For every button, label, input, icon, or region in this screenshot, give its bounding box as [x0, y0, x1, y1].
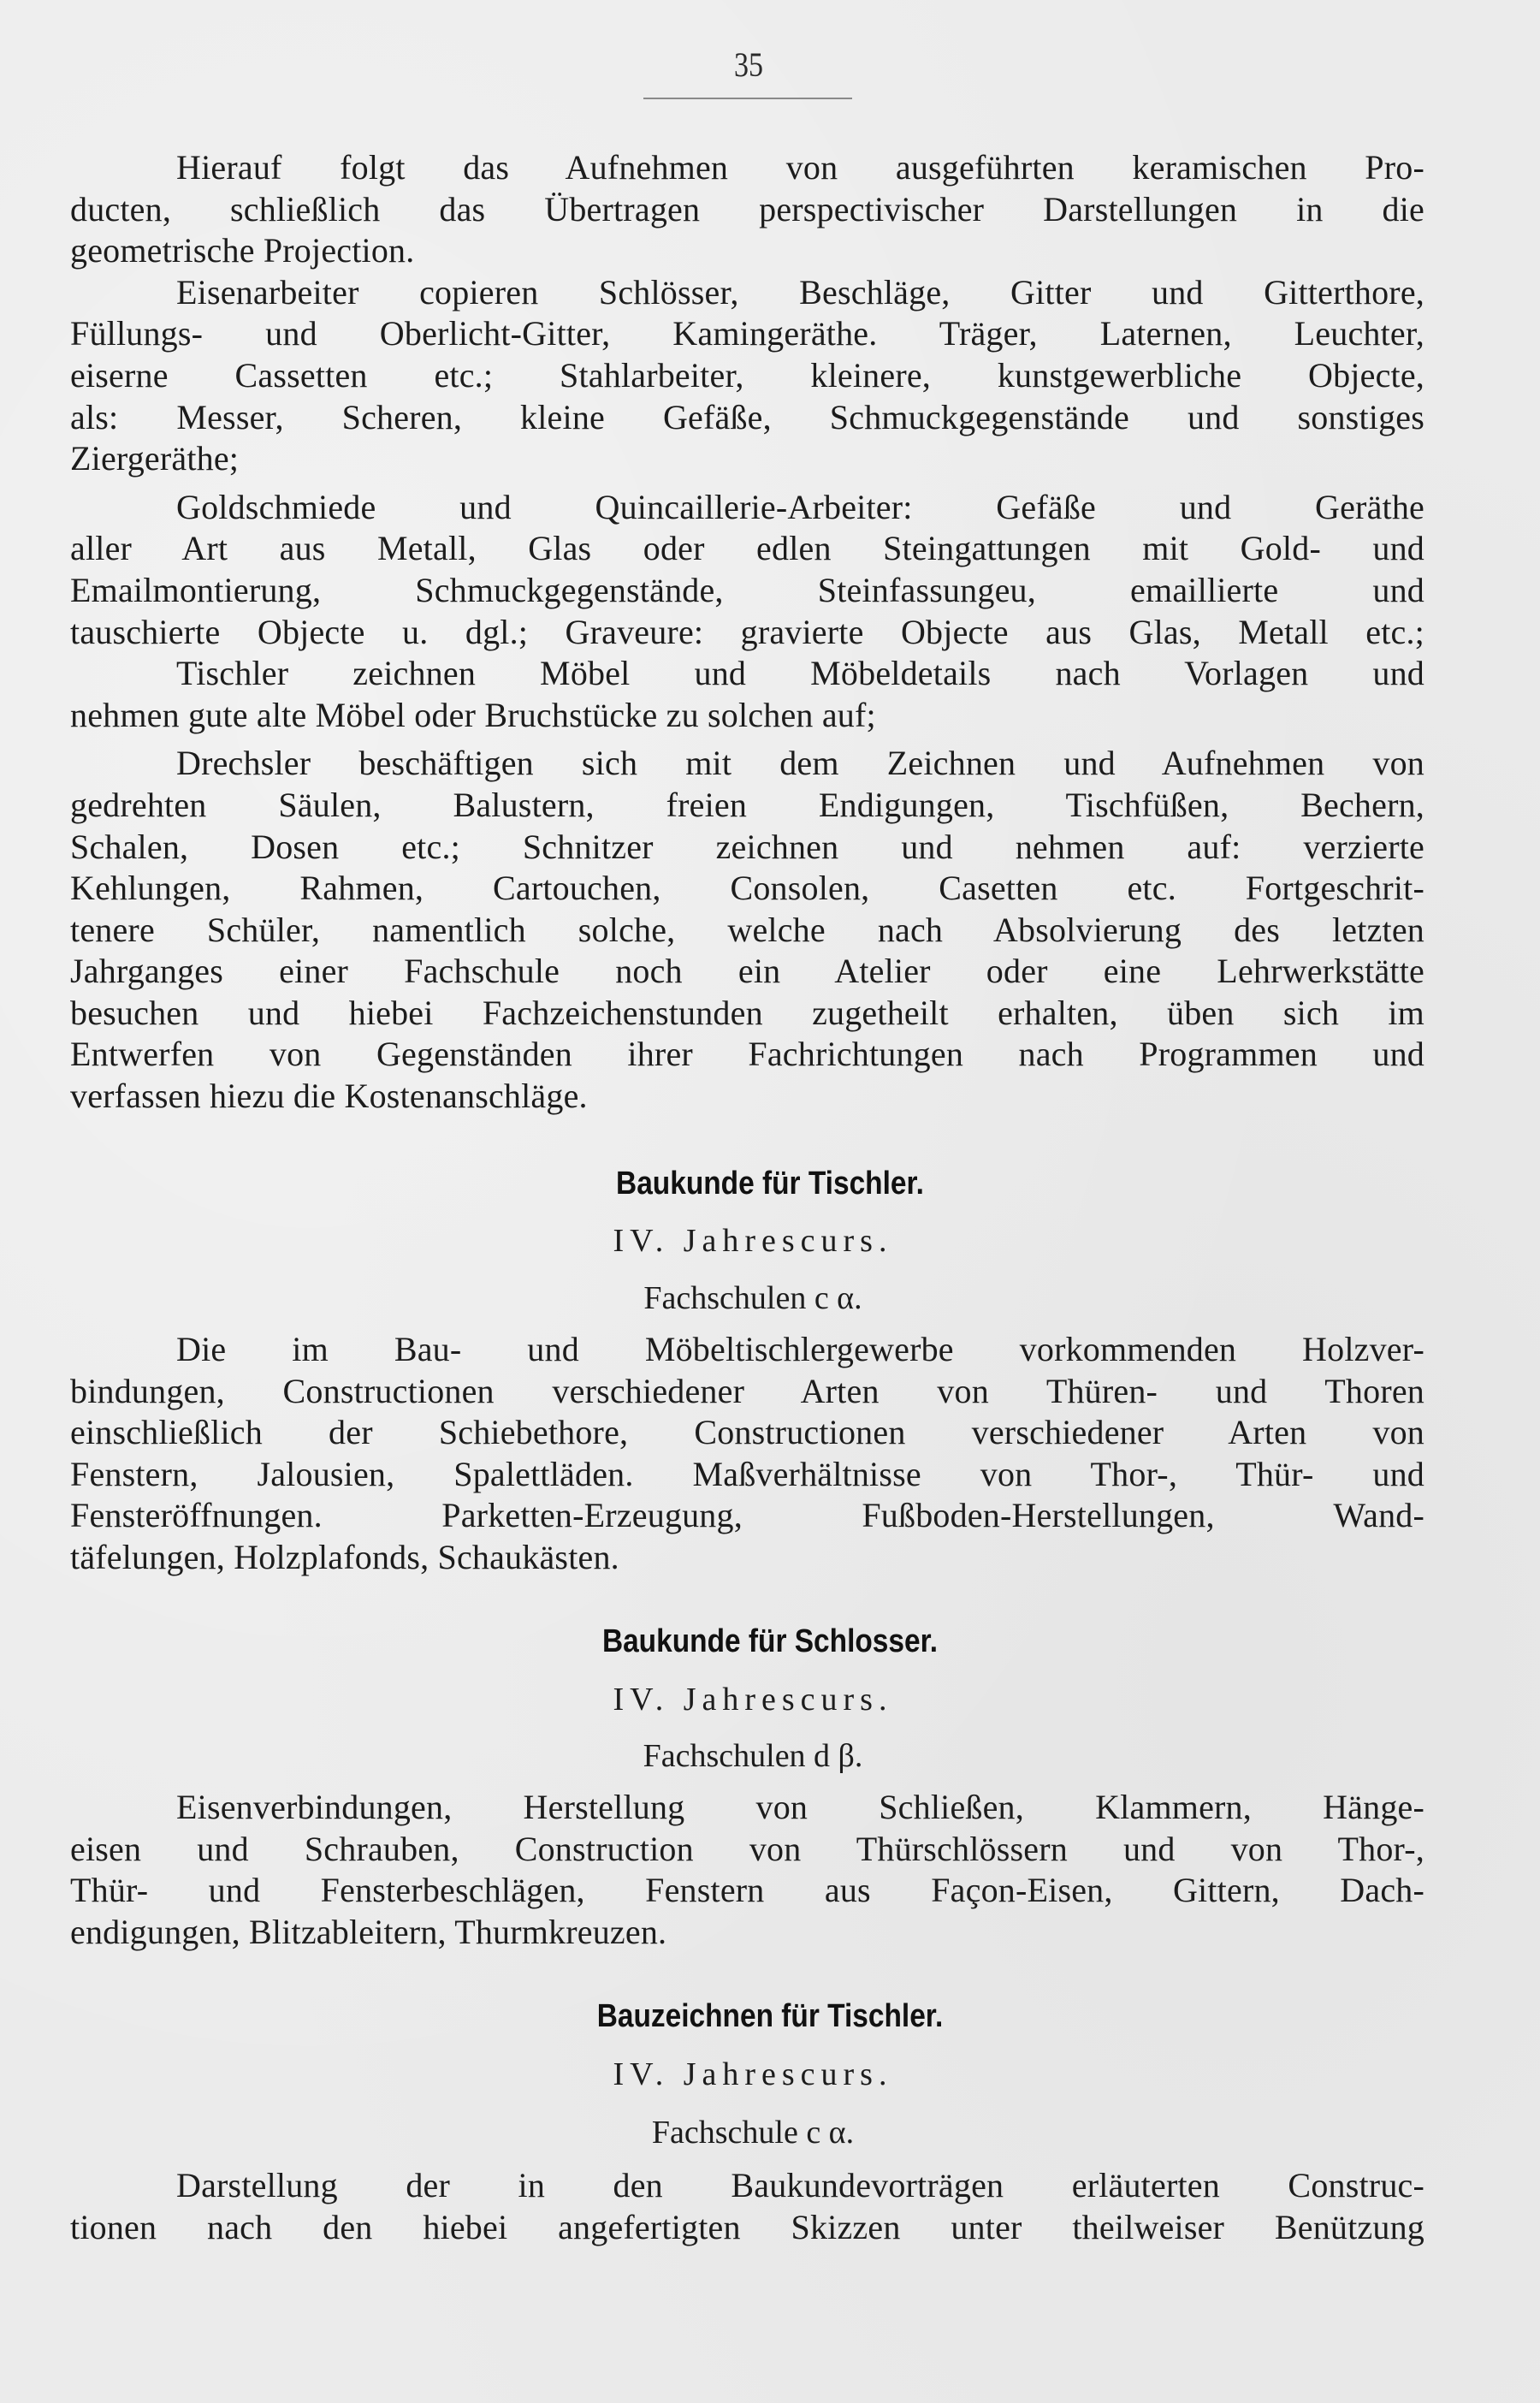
text-line: Fenstern, Jalousien, Spalettläden. Maßverhältnisse von Thor-, Thür- und [70, 1454, 1424, 1493]
text-line: Schalen, Dosen etc.; Schnitzer zeichnen und nehmen auf: verzierte [70, 827, 1424, 866]
text-line: eisen und Schrauben, Construction von Thürschlössern und von Thor-, [70, 1829, 1424, 1868]
paragraph [70, 147, 1424, 272]
text-line: geometrische Projection. [70, 231, 415, 270]
text-line: tenere Schüler, namentlich solche, welche nach Absolvierung des letzten [70, 910, 1424, 949]
text-line: einschließlich der Schiebethore, Constructionen verschiedener Arten von [70, 1413, 1424, 1452]
text-line: Emailmontierung, Schmuckgegenstände, Steinfassungeu, emaillierte und [70, 570, 1424, 609]
text-line: Hierauf folgt das Aufnehmen von ausgeführten keramischen Pro- [176, 148, 1424, 187]
text-line: Kehlungen, Rahmen, Cartouchen, Consolen, Casetten etc. Fortgeschrit- [70, 869, 1424, 908]
section-title: Bauzeichnen für Tischler. [596, 1998, 944, 2034]
text-line: Füllungs- und Oberlicht-Gitter, Kamingeräthe. Träger, Laternen, Leuchter, [70, 314, 1424, 353]
text-line: Drechsler beschäftigen sich mit dem Zeichnen und Aufnehmen von [176, 744, 1424, 783]
text-line: Jahrganges einer Fachschule noch ein Atelier oder eine Lehrwerkstätte [70, 952, 1424, 991]
section-body [70, 1787, 1424, 1953]
text-line: Darstellung der in den Baukundevorträgen erläuterten Construc- [176, 2166, 1424, 2204]
text-line: Entwerfen von Gegenständen ihrer Fachrichtungen nach Programmen und [70, 1035, 1424, 1074]
intro-section [70, 147, 1424, 1118]
section-body [70, 1329, 1424, 1579]
paragraph [70, 743, 1424, 1117]
text-line: tauschierte Objecte u. dgl.; Graveure: gravierte Objecte aus Glas, Metall etc.; [70, 612, 1424, 651]
text-line: besuchen und hiebei Fachzeichenstunden zugetheilt erhalten, üben sich im [70, 993, 1424, 1032]
paragraph [70, 272, 1424, 480]
text-line: Eisenverbindungen, Herstellung von Schließen, Klammern, Hänge- [176, 1788, 1424, 1826]
page-number: 35 [734, 45, 763, 84]
text-line: eiserne Cassetten etc.; Stahlarbeiter, kleinere, kunstgewerbliche Objecte, [70, 355, 1424, 395]
text-line: Thür- und Fensterbeschlägen, Fenstern aus Façon-Eisen, Gittern, Dach- [70, 1871, 1424, 1910]
text-line: endigungen, Blitzableitern, Thurmkreuzen. [70, 1912, 667, 1951]
paragraph [70, 1787, 1424, 1953]
paragraph [70, 1329, 1424, 1579]
school-label: Fachschulen d β. [643, 1738, 863, 1774]
section-title: Baukunde für Schlosser. [601, 1623, 939, 1659]
text-line: Fensteröffnungen. Parketten-Erzeugung, Fußboden-Herstellungen, Wand- [70, 1496, 1424, 1535]
section-title: Baukunde für Tischler. [616, 1166, 924, 1202]
text-line: aller Art aus Metall, Glas oder edlen Steingattungen mit Gold- und [70, 529, 1424, 568]
page-number-rule [643, 98, 852, 99]
text-line: Tischler zeichnen Möbel und Möbeldetails nach Vorlagen und [176, 654, 1424, 693]
text-line: tionen nach den hiebei angefertigten Skizzen unter theilweiser Benützung [70, 2207, 1424, 2246]
text-line: Die im Bau- und Möbeltischlergewerbe vorkommenden Holzver- [176, 1330, 1424, 1368]
text-line: als: Messer, Scheren, kleine Gefäße, Schmuckgegenstände und sonstiges [70, 397, 1424, 436]
text-line: ducten, schließlich das Übertragen perspectivischer Darstellungen in die [70, 189, 1424, 228]
text-line: täfelungen, Holzplafonds, Schaukästen. [70, 1537, 619, 1576]
paragraph [70, 653, 1424, 736]
course-label: IV. Jahrescurs. [613, 2056, 893, 2092]
course-label: IV. Jahrescurs. [613, 1682, 893, 1718]
text-line: Goldschmiede und Quincaillerie-Arbeiter: Gefäße und Geräthe [176, 487, 1424, 526]
text-line: nehmen gute alte Möbel oder Bruchstücke zu solchen auf; [70, 695, 876, 734]
course-label: IV. Jahrescurs. [613, 1223, 893, 1259]
school-label: Fachschule c α. [651, 2115, 855, 2151]
section-body [70, 2165, 1424, 2248]
paragraph [70, 487, 1424, 653]
school-label: Fachschulen c α. [643, 1280, 862, 1316]
text-line: gedrehten Säulen, Balustern, freien Endigungen, Tischfüßen, Bechern, [70, 785, 1424, 824]
text-line: verfassen hiezu die Kostenanschläge. [70, 1077, 588, 1116]
paragraph [70, 2165, 1424, 2248]
text-line: bindungen, Constructionen verschiedener Arten von Thüren- und Thoren [70, 1371, 1424, 1410]
text-line: Ziergeräthe; [70, 439, 240, 478]
text-line: Eisenarbeiter copieren Schlösser, Beschläge, Gitter und Gitterthore, [176, 272, 1424, 312]
